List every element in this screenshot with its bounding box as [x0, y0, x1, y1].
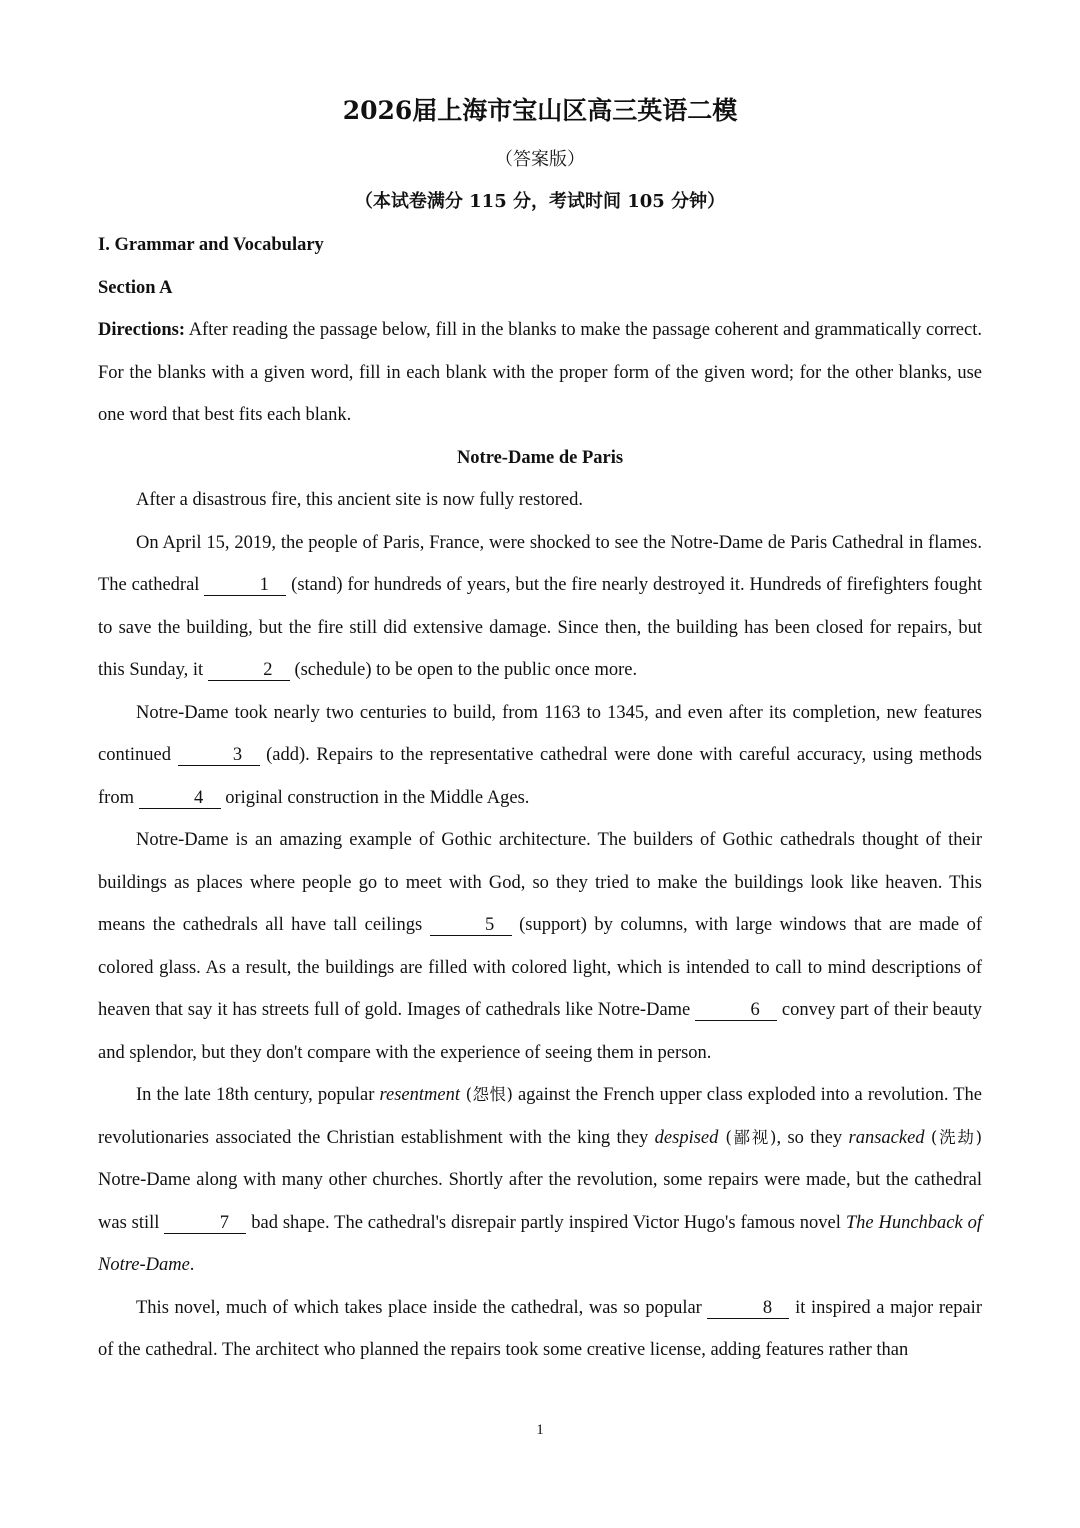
gloss-resentment: (怨恨)	[459, 1085, 513, 1104]
passage-intro: After a disastrous fire, this ancient site is now fully restored.	[136, 490, 583, 510]
novel-title: The Hunchback of Notre-Dame	[98, 1212, 982, 1275]
blank-7[interactable]: 7	[164, 1213, 246, 1234]
text-run: against the French upper class exploded into a revolution. The revolutionaries associated the Christian establishment with the king they	[98, 1085, 982, 1148]
blank-4[interactable]: 4	[139, 788, 221, 809]
blank-2[interactable]: 2	[208, 660, 290, 681]
text-run: On April 15, 2019, the people of Paris, France, were shocked to see the Notre-Dame de Paris Cathedral in flames. The cathedral	[98, 532, 982, 595]
page-number: 1	[536, 1422, 544, 1438]
glossed-word-ransacked: ransacked	[848, 1127, 925, 1148]
directions	[98, 309, 982, 437]
text-run: bad shape. The cathedral's disrepair partly inspired Victor Hugo's famous novel	[246, 1212, 846, 1233]
text-run: .	[189, 1255, 195, 1275]
text-run: This novel, much of which takes place inside the cathedral, was so popular	[136, 1297, 708, 1318]
answer-version-label: （答案版）	[495, 149, 585, 170]
paragraph-3	[98, 819, 982, 1074]
blank-5[interactable]: 5	[430, 915, 512, 936]
passage-title: Notre-Dame de Paris	[456, 447, 624, 468]
page-title: 2026届上海市宝山区高三英语二模	[342, 96, 738, 125]
exam-info: （本试卷满分 115 分，考试时间 105 分钟）	[354, 191, 726, 212]
text-run: (schedule) to be open to the public once more.	[289, 660, 638, 680]
text-run: original construction in the Middle Ages.	[220, 787, 530, 808]
paragraph-2	[98, 692, 982, 820]
blank-3[interactable]: 3	[178, 745, 260, 766]
paragraph-1	[98, 522, 982, 692]
document-body	[98, 224, 982, 1372]
paragraph-4	[98, 1074, 982, 1287]
directions-label: Directions:	[98, 320, 185, 340]
part-heading: I. Grammar and Vocabulary	[98, 235, 324, 255]
glossed-word-resentment: resentment	[379, 1085, 460, 1105]
text-run: (support) by columns, with large windows that are made of colored glass. As a result, the buildings are filled with colored light, which is intended to call to mind descriptions of heaven that say it has streets full of gold. Images of cathedrals like Notre-Dame	[98, 915, 982, 1020]
text-run: (stand) for hundreds of years, but the fire nearly destroyed it. Hundreds of firefighters fought to save the building, but the fire still did extensive damage. Since then, the building has been closed for repairs, but this Sunday, it	[98, 575, 983, 680]
section-heading: Section A	[98, 277, 173, 298]
text-run: Notre-Dame took nearly two centuries to build, from 1163 to 1345, and even after its completion, new features continued	[98, 702, 982, 765]
blank-8[interactable]: 8	[707, 1298, 789, 1319]
directions-text: After reading the passage below, fill in the blanks to make the passage coherent and grammatically correct. For the blanks with a given word, fill in each blank with the proper form of the given word; for the other blanks, use one word that best fits each blank.	[98, 320, 982, 425]
text-run: , so they	[776, 1127, 849, 1148]
blank-1[interactable]: 1	[204, 575, 286, 596]
gloss-ransacked: (洗劫)	[930, 1127, 983, 1147]
text-run: convey part of their beauty and splendor, but they don't compare with the experience of seeing them in person.	[98, 1000, 982, 1063]
text-run: Notre-Dame along with many other churches. Shortly after the revolution, some repairs were made, but the cathedral was still	[98, 1170, 982, 1233]
glossed-word-despised: despised	[654, 1127, 719, 1148]
gloss-despised: (鄙视)	[718, 1127, 777, 1147]
blank-6[interactable]: 6	[695, 1000, 777, 1021]
paragraph-5	[98, 1287, 982, 1372]
text-run: it inspired a major repair of the cathedral. The architect who planned the repairs took some creative license, adding features rather than	[98, 1297, 982, 1360]
text-run: In the late 18th century, popular	[136, 1085, 380, 1105]
text-run: (add). Repairs to the representative cathedral were done with careful accuracy, using methods from	[98, 745, 982, 808]
text-run: Notre-Dame is an amazing example of Gothic architecture. The builders of Gothic cathedrals thought of their buildings as places where people go to meet with God, so they tried to make the buildings look like heaven. This means the cathedrals all have tall ceilings	[98, 830, 982, 935]
